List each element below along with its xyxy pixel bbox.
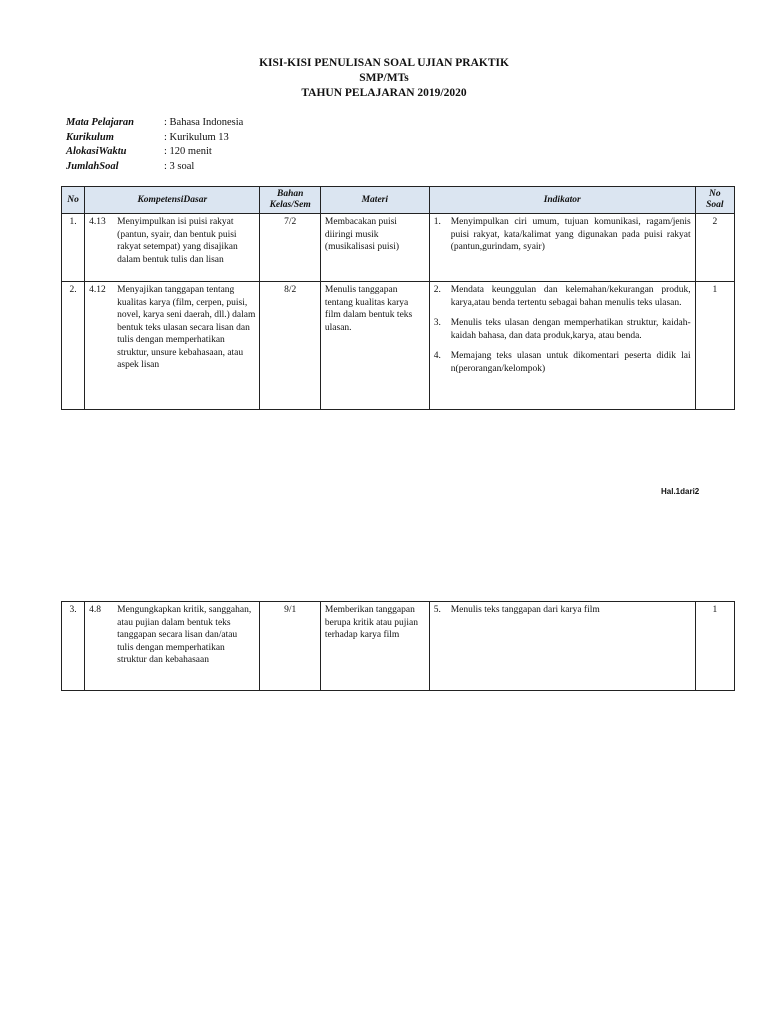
indikator-item [434,284,691,309]
table-row [62,602,735,691]
row-materi: Menulis tanggapan tentang kualitas karya film dalam bentuk teks ulasan. [320,282,429,410]
row-materi: Memberikan tanggapan berupa kritik atau pujian terhadap karya film [320,602,429,691]
meta-value: : Bahasa Indonesia [164,117,244,128]
row-indikator [429,602,695,691]
header-no-soal: No Soal [695,187,734,214]
row-bahan: 7/2 [260,214,320,282]
row-indikator [429,214,695,282]
meta-label: AlokasiWaktu [66,146,127,157]
page-number: Hal.1dari2 [661,487,700,496]
meta-label: Mata Pelajaran [66,117,134,128]
indikator-text: Menyimpulkan ciri umum, tujuan komunikasi, ragam/jenis puisi rakyat, kata/kalimat yang digunakan pada puisi rakyat (pantun,gurindam, syair) [450,217,691,252]
meta-value: : Kurikulum 13 [164,131,229,143]
meta-row-jumlah-soal [66,160,243,175]
meta-info [66,116,243,174]
kd-text: Menyajikan tanggapan tentang kualitas karya (film, cerpen, puisi, novel, karya seni daerah, dll.) dalam bentuk teks ulasan secara lisan dan tulis dengan memperhatikan struktur, unsure kebahasaan, atau aspek lisan [117,285,256,370]
kd-code: 4.8 [89,605,102,615]
indikator-number: 5. [433,605,441,615]
header-kompetensi-dasar: KompetensiDasar [85,187,260,214]
indikator-text: Memajang teks ulasan untuk dikomentari peserta didik lai n(perorangan/kelompok) [450,351,691,374]
row-kompetensi-dasar [85,602,260,691]
meta-row-alokasi-waktu [66,145,243,160]
header-indikator: Indikator [429,187,695,214]
kd-code: 4.12 [89,285,106,295]
meta-row-kurikulum [66,131,243,146]
indikator-item [434,604,691,617]
meta-label: Kurikulum [66,131,114,143]
indikator-text: Menulis teks ulasan dengan memperhatikan struktur, kaidah-kaidah bahasa, dan data produk,karya, atau benda. [450,318,691,341]
row-no: 3. [62,602,85,691]
meta-value: : 120 menit [164,146,212,157]
row-no: 2. [62,282,85,410]
indikator-number: 3. [433,318,441,328]
kisi-kisi-table-continued [61,601,735,691]
indikator-item [434,317,691,342]
row-kompetensi-dasar [85,282,260,410]
indikator-number: 2. [433,285,441,295]
meta-row-mata-pelajaran [66,116,243,131]
indikator-text: Mendata keunggulan dan kelemahan/kekurangan produk, karya,atau benda tertentu sebagai bahan menulis teks ulasan. [450,285,691,308]
kisi-kisi-table [61,186,735,410]
meta-label: JumlahSoal [66,160,119,172]
row-no-soal: 1 [695,602,734,691]
row-no: 1. [62,214,85,282]
title-line-2: SMP/MTs [359,72,409,84]
row-kompetensi-dasar [85,214,260,282]
header-no: No [62,187,85,214]
title-line-3: TAHUN PELAJARAN 2019/2020 [301,87,467,99]
indikator-text: Menulis teks tanggapan dari karya film [450,605,600,615]
title-line-1: KISI-KISI PENULISAN SOAL UJIAN PRAKTIK [259,57,509,69]
table-row [62,282,735,410]
header-materi: Materi [320,187,429,214]
row-materi: Membacakan puisi diiringi musik (musikalisasi puisi) [320,214,429,282]
row-indikator [429,282,695,410]
meta-value: : 3 soal [164,160,195,172]
table-row [62,214,735,282]
indikator-item [434,350,691,375]
row-bahan: 9/1 [260,602,320,691]
kd-text: Menyimpulkan isi puisi rakyat (pantun, syair, dan bentuk puisi rakyat setempat) yang disajikan dalam bentuk tulis dan lisan [117,217,238,265]
indikator-number: 1. [433,217,441,227]
row-no-soal: 1 [695,282,734,410]
row-no-soal: 2 [695,214,734,282]
header-bahan: Bahan Kelas/Sem [260,187,320,214]
document-title [0,56,768,101]
table-header-row [62,187,735,214]
row-bahan: 8/2 [260,282,320,410]
kd-code: 4.13 [89,217,106,227]
indikator-item [434,216,691,254]
indikator-number: 4. [433,351,441,361]
kd-text: Mengungkapkan kritik, sanggahan, atau pujian dalam bentuk teks tanggapan secara lisan dan/atau tulis dengan memperhatikan struktur dan kebahasaan [117,605,252,665]
